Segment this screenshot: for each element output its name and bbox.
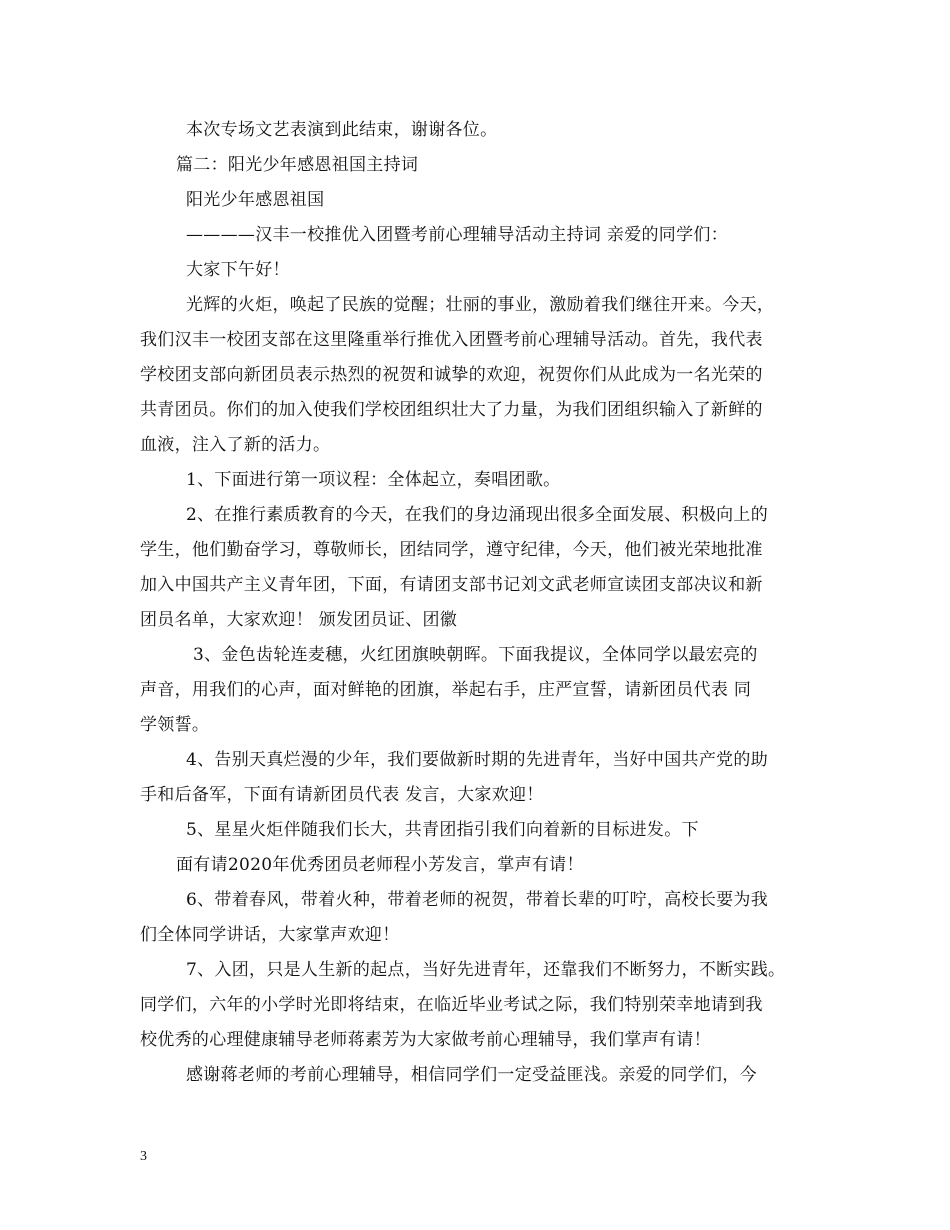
text-line: 阳光少年感恩祖国: [186, 190, 325, 210]
text-line: ————汉丰一校推优入团暨考前心理辅导活动主持词 亲爱的同学们：: [186, 225, 729, 245]
text-line: 校优秀的心理健康辅导老师蒋素芳为大家做考前心理辅导，我们掌声有请！: [140, 1030, 711, 1050]
text-line: 本次专场文艺表演到此结束，谢谢各位。: [186, 120, 498, 140]
text-line: 我们汉丰一校团支部在这里隆重举行推优入团暨考前心理辅导活动。首先，我代表: [140, 330, 763, 350]
text-line: 7、入团，只是人生新的起点，当好先进青年，还靠我们不断努力，不断实践。: [186, 960, 786, 980]
text-line: 4、告别天真烂漫的少年，我们要做新时期的先进青年，当好中国共产党的助: [186, 750, 769, 770]
page-number: 3: [140, 1149, 147, 1164]
text-line: 声音，用我们的心声，面对鲜艳的团旗，举起右手，庄严宣誓，请新团员代表 同: [140, 680, 752, 700]
text-line: 面有请2020年优秀团员老师程小芳发言，掌声有请！: [176, 855, 584, 875]
text-line: 加入中国共产主义青年团，下面，有请团支部书记刘文武老师宣读团支部决议和新: [140, 575, 763, 595]
text-line: 学领誓。: [140, 715, 210, 735]
text-line: 大家下午好！: [186, 260, 290, 280]
text-line: 同学们，六年的小学时光即将结束，在临近毕业考试之际，我们特别荣幸地请到我: [140, 995, 763, 1015]
text-line: 们全体同学讲话，大家掌声欢迎！: [140, 925, 400, 945]
text-line: 共青团员。你们的加入使我们学校团组织壮大了力量，为我们团组织输入了新鲜的: [140, 400, 763, 420]
text-line: 血液，注入了新的活力。: [140, 435, 331, 455]
text-line: 5、星星火炬伴随我们长大，共青团指引我们向着新的目标进发。下: [186, 820, 699, 840]
text-line: 2、在推行素质教育的今天，在我们的身边涌现出很多全面发展、积极向上的: [186, 505, 769, 525]
text-line: 1、下面进行第一项议程：全体起立，奏唱团歌。: [186, 470, 561, 490]
text-line: 感谢蒋老师的考前心理辅导，相信同学们一定受益匪浅。亲爱的同学们，今: [186, 1065, 757, 1085]
text-line: 6、带着春风，带着火种，带着老师的祝贺，带着长辈的叮咛，高校长要为我: [186, 890, 769, 910]
text-line: 学校团支部向新团员表示热烈的祝贺和诚挚的欢迎，祝贺你们从此成为一名光荣的: [140, 365, 763, 385]
section-heading: 篇二：阳光少年感恩祖国主持词: [176, 155, 419, 175]
text-line: 学生，他们勤奋学习，尊敬师长，团结同学，遵守纪律，今天，他们被光荣地批准: [140, 540, 763, 560]
text-line: 团员名单，大家欢迎！ 颁发团员证、团徽: [140, 610, 458, 630]
text-line: 3、金色齿轮连麦穗，火红团旗映朝晖。下面我提议，全体同学以最宏亮的: [193, 645, 758, 665]
text-line: 手和后备军，下面有请新团员代表 发言，大家欢迎！: [140, 785, 544, 805]
text-line: 光辉的火炬，唤起了民族的觉醒；壮丽的事业，激励着我们继往开来。今天，: [186, 295, 775, 315]
